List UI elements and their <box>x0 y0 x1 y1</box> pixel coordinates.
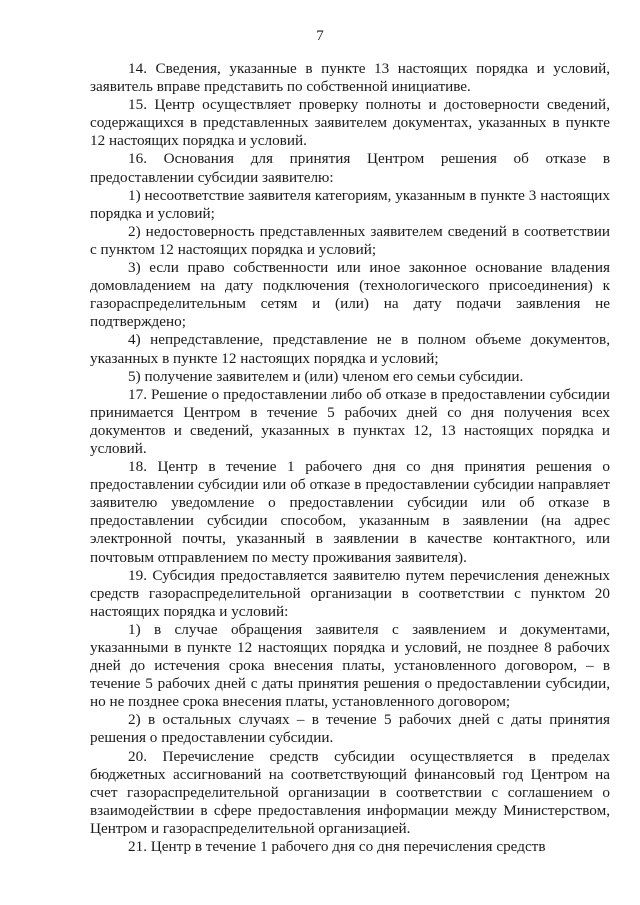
paragraph-20: 20. Перечисление средств субсидии осуществляется в пределах бюджетных ассигнований на соответствующий финансовый год Центром на счет газораспределительной организации в соответствии с соглашением о взаимодействии в сфере предоставления информации между Министерством, Центром и газораспределительной организацией. <box>90 747 610 837</box>
paragraph-14: 14. Сведения, указанные в пункте 13 настоящих порядка и условий, заявитель вправе представить по собственной инициативе. <box>90 60 610 96</box>
paragraph-16-item-5: 5) получение заявителем и (или) членом его семьи субсидии. <box>128 367 524 385</box>
page-number: 7 <box>316 28 324 44</box>
document-body <box>90 60 610 856</box>
paragraph-16-item-1: 1) несоответствие заявителя категориям, указанным в пункте 3 настоящих порядка и условий; <box>90 186 610 222</box>
paragraph-19-item-1: 1) в случае обращения заявителя с заявлением и документами, указанными в пункте 12 настоящих порядка и условий, не позднее 8 рабочих дней до истечения срока внесения платы, установленного договором, – в течение 5 рабочих дней с даты принятия решения о предоставлении субсидии, но не позднее срока внесения платы, установленного договором; <box>90 620 610 711</box>
paragraph-19-item-2: 2) в остальных случаях – в течение 5 рабочих дней с даты принятия решения о предоставлении субсидии. <box>90 711 610 747</box>
paragraph-15: 15. Центр осуществляет проверку полноты и достоверности сведений, содержащихся в представленных заявителем документах, указанных в пункте 12 настоящих порядка и условий. <box>90 96 610 150</box>
paragraph-17: 17. Решение о предоставлении либо об отказе в предоставлении субсидии принимается Центром в течение 5 рабочих дней со дня получения всех документов и сведений, указанных в пунктах 12, 13 настоящих порядка и условий. <box>90 385 610 457</box>
paragraph-21: 21. Центр в течение 1 рабочего дня со дня перечисления средств <box>128 838 546 856</box>
paragraph-16-item-4: 4) непредставление, представление не в полном объеме документов, указанных в пункте 12 настоящих порядка и условий; <box>90 331 610 367</box>
paragraph-18: 18. Центр в течение 1 рабочего дня со дня принятия решения о предоставлении субсидии или об отказе в предоставлении субсидии направляет заявителю уведомление о предоставлении субсидии или об отказе в предоставлении субсидии способом, указанным в заявлении (на адрес электронной почты, указанный в заявлении в качестве контактного, или почтовым отправлением по месту проживания заявителя). <box>90 458 610 566</box>
paragraph-16: 16. Основания для принятия Центром решения об отказе в предоставлении субсидии заявителю: <box>90 150 610 186</box>
paragraph-16-item-2: 2) недостоверность представленных заявителем сведений в соответствии с пунктом 12 настоящих порядка и условий; <box>90 222 610 258</box>
paragraph-19: 19. Субсидия предоставляется заявителю путем перечисления денежных средств газораспределительной организации в соответствии с пунктом 20 настоящих порядка и условий: <box>90 566 610 620</box>
paragraph-16-item-3: 3) если право собственности или иное законное основание владения домовладением на дату подключения (технологического присоединения) к газораспределительным сетям и (или) на дату подачи заявления не подтверждено; <box>90 259 610 331</box>
